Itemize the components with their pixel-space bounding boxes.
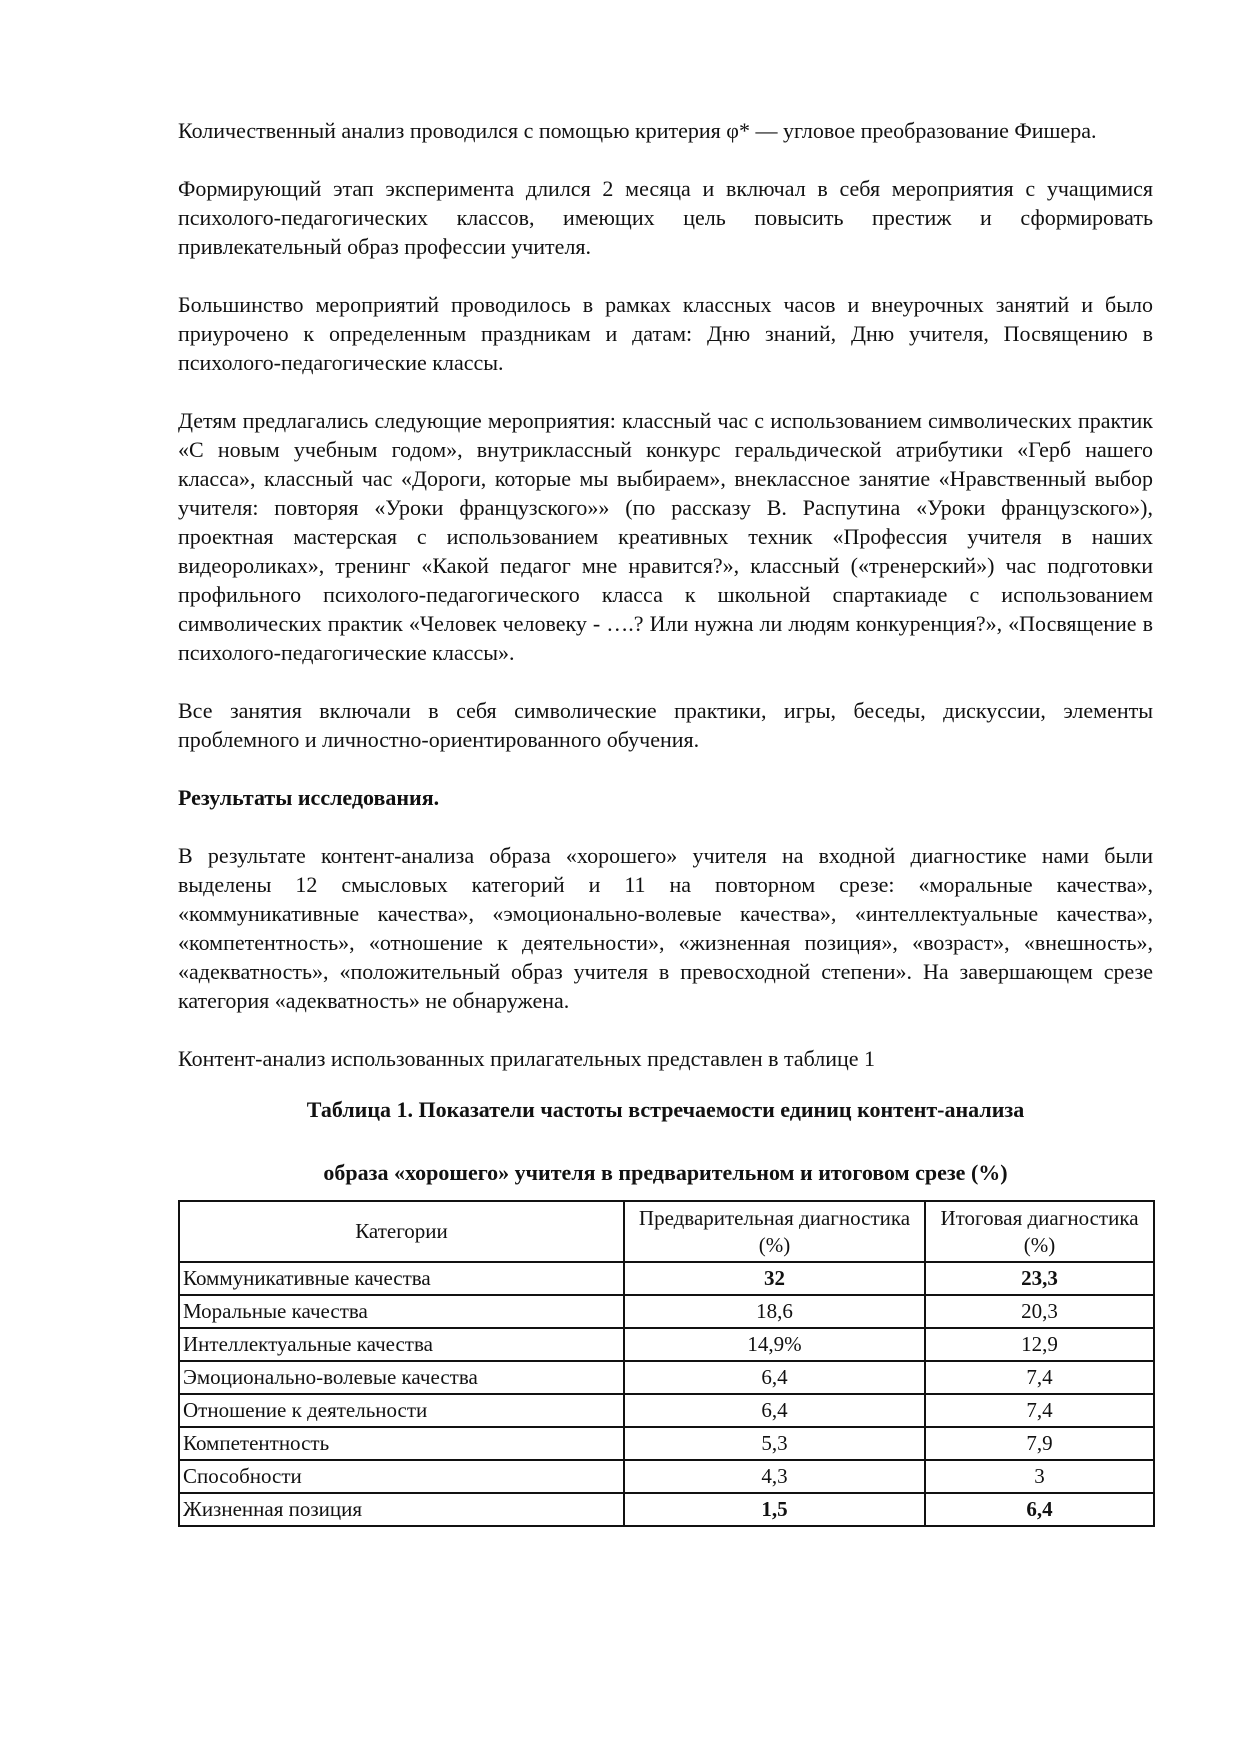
cell-final: 7,9 (925, 1427, 1154, 1460)
cell-category: Способности (179, 1460, 624, 1493)
paragraph-content-analysis: В результате контент-анализа образа «хорошего» учителя на входной диагностике нами были выделены 12 смысловых категорий и 11 на повторном срезе: «моральные качества», «коммуникативные качества», «эмоционально-волевые качества», «интеллектуальные качества», «компетентность», «отношение к деятельности», «жизненная позиция», «возраст», «внешность», «адекватность», «положительный образ учителя в превосходной степени». На завершающем срезе категория «адекватность» не обнаружена. (178, 843, 1153, 1013)
cell-final: 7,4 (925, 1394, 1154, 1427)
cell-category: Эмоционально-волевые качества (179, 1361, 624, 1394)
cell-preliminary: 32 (624, 1262, 925, 1295)
cell-category: Отношение к деятельности (179, 1394, 624, 1427)
cell-preliminary: 18,6 (624, 1295, 925, 1328)
table-row (179, 1493, 1154, 1526)
table-row (179, 1262, 1154, 1295)
cell-final: 6,4 (925, 1493, 1154, 1526)
table-row (179, 1328, 1154, 1361)
paragraph-formative-stage: Формирующий этап эксперимента длился 2 месяца и включал в себя мероприятия с учащимися психолого-педагогических классов, имеющих цель повысить престиж и сформировать привлекательный образ профессии учителя. (178, 176, 1153, 259)
table-row (179, 1427, 1154, 1460)
cell-preliminary: 5,3 (624, 1427, 925, 1460)
paragraph-fisher-criterion: Количественный анализ проводился с помощью критерия φ* — угловое преобразование Фишера. (178, 118, 1097, 143)
cell-category: Моральные качества (179, 1295, 624, 1328)
document-page (178, 116, 1153, 1527)
cell-category: Жизненная позиция (179, 1493, 624, 1526)
paragraph-events-list: Детям предлагались следующие мероприятия: классный час с использованием символических практик «С новым учебным годом», внутриклассный конкурс геральдической атрибутики «Герб нашего класса», классный час «Дороги, которые мы выбираем», внеклассное занятие «Нравственный выбор учителя: повторяя «Уроки французского»» (по рассказу В. Распутина «Уроки французского»), проектная мастерская с использованием креативных техник «Профессия учителя в наших видеороликах», тренинг «Какой педагог мне нравится?», классный («тренерский») час подготовки профильного психолого-педагогического класса к школьной спартакиаде с использованием символических практик «Человек человеку - ….? Или нужна ли людям конкуренция?», «Посвящение в психолого-педагогические классы». (178, 408, 1153, 665)
results-table (178, 1200, 1155, 1527)
paragraph-table-reference: Контент-анализ использованных прилагательных представлен в таблице 1 (178, 1046, 876, 1071)
cell-final: 3 (925, 1460, 1154, 1493)
cell-preliminary: 6,4 (624, 1361, 925, 1394)
cell-final: 23,3 (925, 1262, 1154, 1295)
header-final: Итоговая диагностика (%) (925, 1201, 1154, 1262)
table-row (179, 1295, 1154, 1328)
table-row (179, 1361, 1154, 1394)
paragraph-lesson-content: Все занятия включали в себя символические практики, игры, беседы, дискуссии, элементы проблемного и личностно-ориентированного обучения. (178, 698, 1153, 752)
cell-category: Интеллектуальные качества (179, 1328, 624, 1361)
table-caption-line-2: образа «хорошего» учителя в предварительном и итоговом срезе (%) (323, 1160, 1008, 1185)
cell-final: 20,3 (925, 1295, 1154, 1328)
cell-category: Компетентность (179, 1427, 624, 1460)
cell-preliminary: 1,5 (624, 1493, 925, 1526)
table-row (179, 1460, 1154, 1493)
header-preliminary: Предварительная диагностика (%) (624, 1201, 925, 1262)
table-header-row (179, 1201, 1154, 1262)
table-row (179, 1394, 1154, 1427)
table-caption-line-1: Таблица 1. Показатели частоты встречаемости единиц контент-анализа (306, 1097, 1025, 1122)
section-heading-results: Результаты исследования. (178, 785, 440, 810)
cell-category: Коммуникативные качества (179, 1262, 624, 1295)
cell-preliminary: 6,4 (624, 1394, 925, 1427)
cell-preliminary: 14,9% (624, 1328, 925, 1361)
cell-final: 7,4 (925, 1361, 1154, 1394)
cell-preliminary: 4,3 (624, 1460, 925, 1493)
paragraph-events-overview: Большинство мероприятий проводилось в рамках классных часов и внеурочных занятий и было приурочено к определенным праздникам и датам: Дню знаний, Дню учителя, Посвящению в психолого-педагогические классы. (178, 292, 1153, 375)
header-category: Категории (179, 1201, 624, 1262)
cell-final: 12,9 (925, 1328, 1154, 1361)
